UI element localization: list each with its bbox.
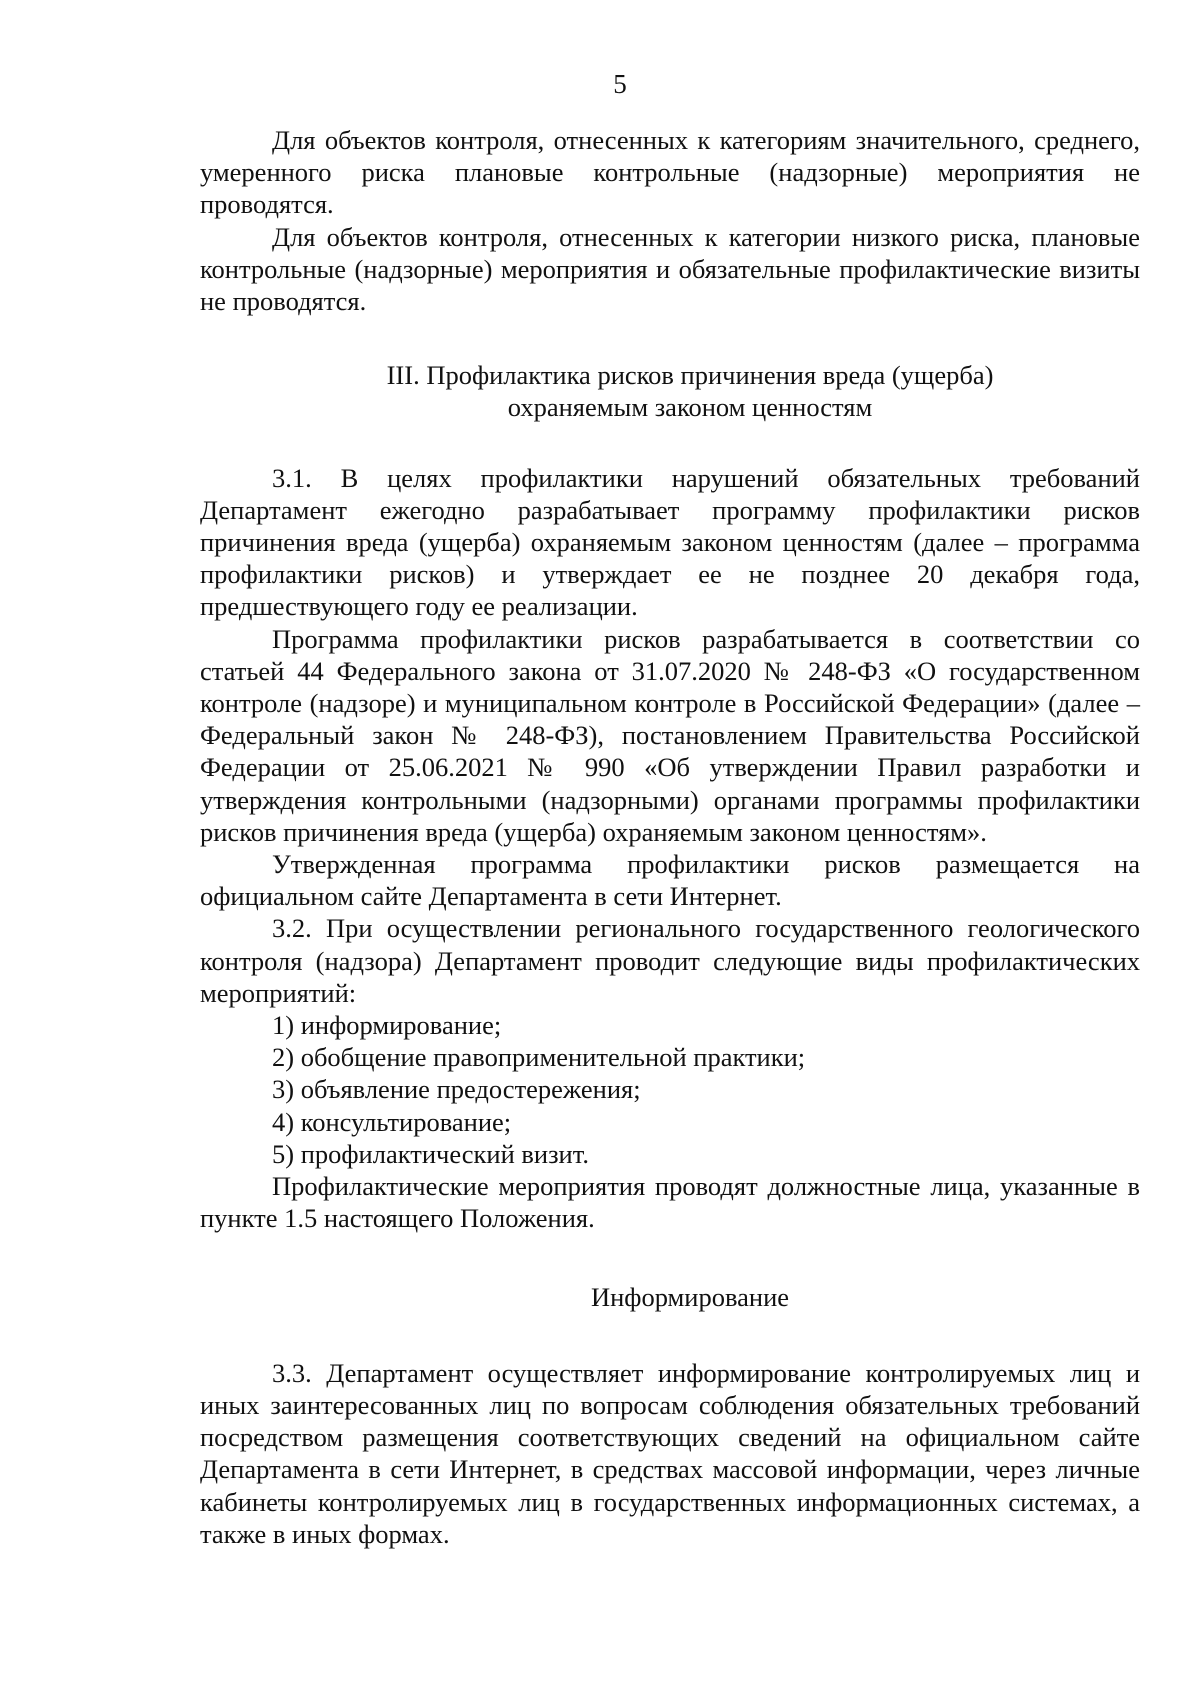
paragraph-3-2: 3.2. При осуществлении регионального государственного геологического контроля (надзора) Департамент проводит следующие виды профилактических мероприятий: — [200, 913, 1140, 1008]
paragraph-program-publication: Утвержденная программа профилактики рисков размещается на официальном сайте Департамента в сети Интернет. — [200, 849, 1140, 912]
page-number: 5 — [613, 69, 627, 99]
list-item: 1) информирование; — [272, 1010, 502, 1041]
paragraph-officials: Профилактические мероприятия проводят должностные лица, указанные в пункте 1.5 настоящего Положения. — [200, 1171, 1140, 1234]
paragraph-risk-categories: Для объектов контроля, отнесенных к категориям значительного, среднего, умеренного риска плановые контрольные (надзорные) мероприятия не проводятся. — [200, 125, 1140, 220]
paragraph-3-3: 3.3. Департамент осуществляет информирование контролируемых лиц и иных заинтересованных лиц по вопросам соблюдения обязательных требований посредством размещения соответствующих сведений на официальном сайте Департамента в сети Интернет, в средствах массовой информации, через личные кабинеты контролируемых лиц в государственных информационных системах, а также в иных формах. — [200, 1357, 1140, 1549]
document-body — [200, 124, 1140, 1550]
section-heading-line-1: III. Профилактика рисков причинения вреда (ущерба) — [386, 360, 994, 391]
paragraph-3-1: 3.1. В целях профилактики нарушений обязательных требований Департамент ежегодно разрабатывает программу профилактики рисков причинения вреда (ущерба) охраняемым законом ценностям (далее – программа профилактики рисков) и утверждает ее не позднее 20 декабря года, предшествующего году ее реализации. — [200, 462, 1140, 622]
section-heading — [200, 359, 1140, 423]
measures-list — [200, 1009, 1140, 1170]
section-heading-line-2: охраняемым законом ценностям — [507, 392, 873, 423]
paragraph-program-basis: Программа профилактики рисков разрабатывается в соответствии со статьей 44 Федерального закона от 31.07.2020 № 248-ФЗ «О государственном контроле (надзоре) и муниципальном контроле в Российской Федерации» (далее – Федеральный закон № 248-ФЗ), постановлением Правительства Российской Федерации от 25.06.2021 № 990 «Об утверждении Правил разработки и утверждения контрольными (надзорными) органами программы профилактики рисков причинения вреда (ущерба) охраняемым законом ценностям». — [200, 623, 1140, 847]
section-body — [200, 462, 1140, 1235]
subsection-heading: Информирование — [590, 1281, 790, 1312]
list-item: 2) обобщение правоприменительной практики; — [272, 1042, 806, 1073]
list-item: 4) консультирование; — [272, 1106, 512, 1137]
paragraph-low-risk: Для объектов контроля, отнесенных к категории низкого риска, плановые контрольные (надзорные) мероприятия и обязательные профилактические визиты не проводятся. — [200, 221, 1140, 317]
list-item: 3) объявление предостережения; — [272, 1074, 641, 1105]
list-item: 5) профилактический визит. — [272, 1138, 589, 1169]
